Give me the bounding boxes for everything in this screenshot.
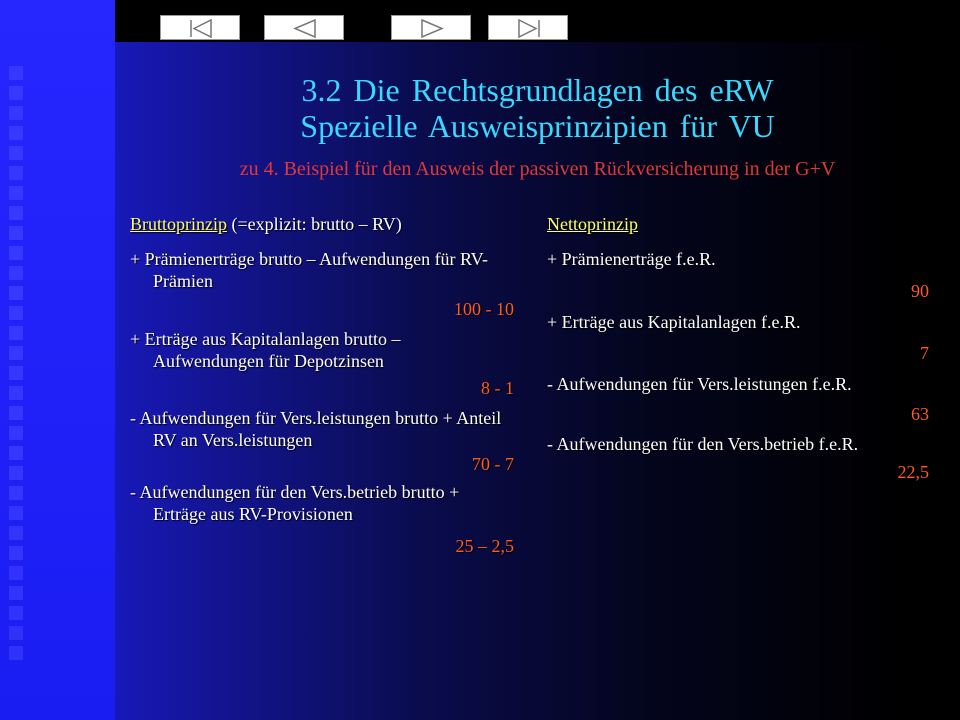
decorative-square: [9, 566, 23, 580]
decorative-square: [9, 526, 23, 540]
slide-subtitle: zu 4. Beispiel für den Ausweis der passiven Rückversicherung in der G+V: [239, 158, 836, 180]
bruttoprinzip-header: [130, 213, 514, 235]
decorative-square: [9, 386, 23, 400]
netto-item-label: + Erträge aus Kapitalanlagen f.e.R.: [547, 312, 801, 332]
decorative-square: [9, 246, 23, 260]
decorative-square: [9, 86, 23, 100]
decorative-square: [9, 106, 23, 120]
brutto-item-value: 70 - 7: [472, 454, 514, 474]
decorative-square: [9, 186, 23, 200]
title-line-1: 3.2 Die Rechtsgrundlagen des eRW: [301, 72, 774, 108]
slide-title: [130, 72, 945, 144]
decorative-square: [9, 126, 23, 140]
slide-navigation-bar: [115, 0, 960, 42]
decorative-square: [9, 406, 23, 420]
last-slide-button[interactable]: [488, 15, 568, 40]
skip-to-last-icon: [489, 16, 569, 41]
brutto-item-label: + Erträge aus Kapitalanlagen brutto – Aufwendungen für Depotzinsen: [130, 329, 401, 371]
netto-item-value: 22,5: [897, 462, 929, 482]
decorative-square: [9, 146, 23, 160]
decorative-square: [9, 446, 23, 460]
previous-slide-button[interactable]: [264, 15, 344, 40]
decorative-square: [9, 286, 23, 300]
netto-item-label: + Prämienerträge f.e.R.: [547, 249, 716, 269]
brutto-item-label: - Aufwendungen für den Vers.betrieb brutto + Erträge aus RV-Provisionen: [130, 482, 460, 524]
triangle-left-icon: [265, 16, 345, 41]
bruttoprinzip-explanation: (=explizit: brutto – RV): [227, 214, 402, 234]
decorative-square: [9, 486, 23, 500]
brutto-item-label: - Aufwendungen für Vers.leistungen brutto + Anteil RV an Vers.leistungen: [130, 408, 502, 450]
title-line-2: Spezielle Ausweisprinzipien für VU: [300, 108, 775, 144]
netto-item-value: 90: [911, 281, 929, 301]
nettoprinzip-column: [547, 213, 929, 483]
nettoprinzip-label: Nettoprinzip: [547, 214, 638, 234]
nettoprinzip-header: [547, 213, 929, 235]
brutto-item-value: 100 - 10: [454, 299, 514, 319]
decorative-square: [9, 366, 23, 380]
bruttoprinzip-label: Bruttoprinzip: [130, 214, 227, 234]
decorative-square: [9, 66, 23, 80]
decorative-squares: [9, 66, 23, 666]
decorative-square: [9, 166, 23, 180]
decorative-square: [9, 346, 23, 360]
netto-item-value: 63: [911, 404, 929, 424]
brutto-item-label: + Prämienerträge brutto – Aufwendungen für RV-Prämien: [130, 249, 488, 291]
decorative-square: [9, 426, 23, 440]
decorative-square: [9, 326, 23, 340]
decorative-square: [9, 206, 23, 220]
decorative-square: [9, 546, 23, 560]
brutto-item-value: 25 – 2,5: [455, 536, 514, 556]
first-slide-button[interactable]: [160, 15, 240, 40]
netto-item-label: - Aufwendungen für Vers.leistungen f.e.R.: [547, 374, 852, 394]
skip-to-first-icon: [161, 16, 241, 41]
decorative-square: [9, 626, 23, 640]
brutto-item-value: 8 - 1: [481, 378, 514, 398]
decorative-square: [9, 466, 23, 480]
decorative-square: [9, 306, 23, 320]
netto-item-label: - Aufwendungen für den Vers.betrieb f.e.R.: [547, 434, 859, 454]
decorative-square: [9, 606, 23, 620]
decorative-left-strip: [0, 0, 115, 720]
decorative-square: [9, 646, 23, 660]
decorative-square: [9, 506, 23, 520]
decorative-square: [9, 266, 23, 280]
bruttoprinzip-column: [130, 213, 514, 557]
triangle-right-icon: [392, 16, 472, 41]
next-slide-button[interactable]: [391, 15, 471, 40]
decorative-square: [9, 586, 23, 600]
decorative-square: [9, 226, 23, 240]
netto-item-value: 7: [920, 343, 929, 363]
